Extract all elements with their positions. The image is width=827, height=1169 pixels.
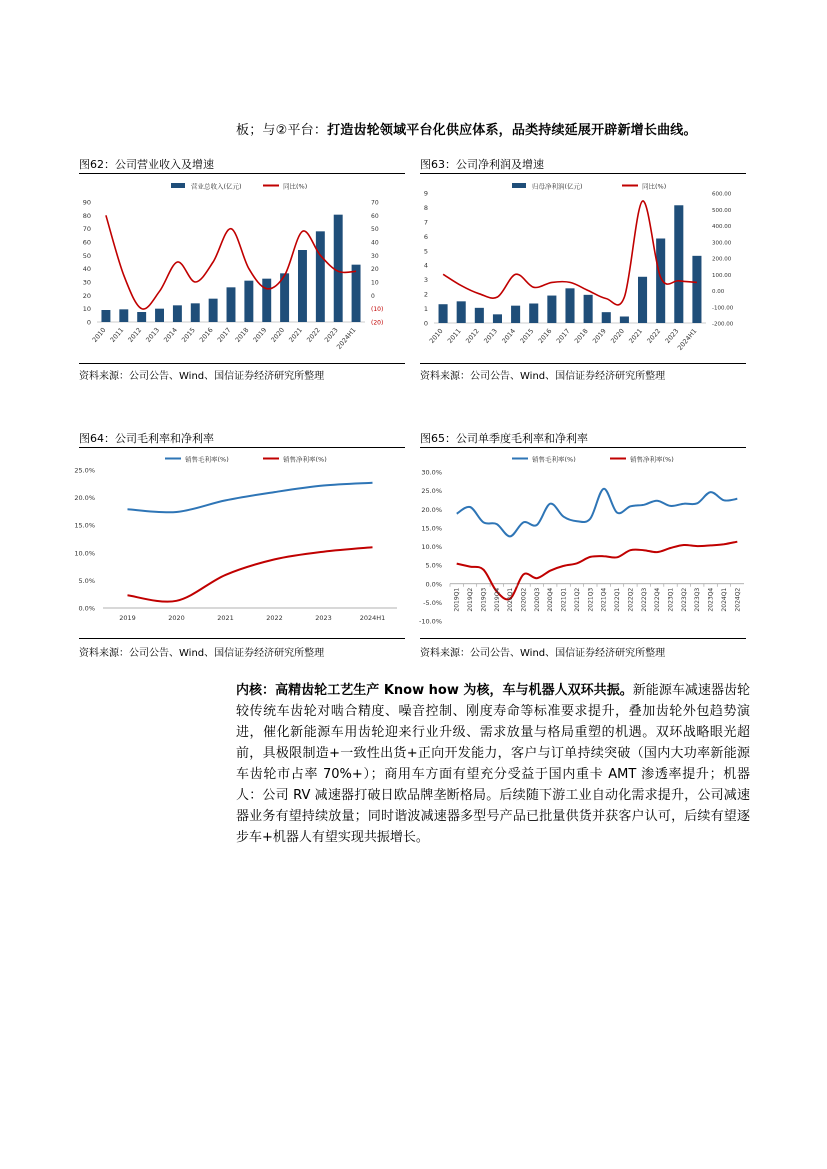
y-tick-label: 15.0% [421, 524, 442, 533]
right-tick-label: 100.00 [712, 272, 732, 279]
x-tick-label: 2023 [663, 327, 681, 345]
legend-label-2: 同比(%) [283, 182, 308, 191]
x-tick-label: 2017 [215, 326, 233, 344]
x-tick-label: 2011 [445, 327, 463, 345]
legend-swatch-1 [171, 183, 185, 188]
bar-2014 [511, 306, 520, 323]
left-tick-label: 5 [423, 247, 428, 256]
left-tick-label: 10 [82, 305, 91, 314]
x-tick-label: 2014 [162, 326, 179, 344]
bar-2013 [493, 314, 502, 323]
x-tick-label: 2013 [482, 327, 499, 345]
bar-2010 [439, 304, 448, 323]
x-tick-label: 2023 [315, 614, 332, 622]
x-tick-label: 2023Q2 [680, 587, 688, 612]
left-tick-label: 30 [82, 278, 91, 287]
bar-2019 [262, 279, 271, 322]
bar-2019 [602, 312, 611, 323]
left-tick-label: 40 [82, 265, 91, 274]
right-tick-label: 500.00 [712, 207, 732, 214]
bar-2015 [529, 304, 538, 324]
x-tick-label: 2021 [287, 326, 304, 344]
right-tick-label: 50 [371, 226, 379, 234]
y-tick-label: 25.0% [421, 487, 442, 496]
x-tick-label: 2015 [518, 327, 536, 345]
legend-label-2: 销售净利率(%) [630, 455, 674, 464]
right-tick-label: 400.00 [712, 224, 732, 230]
y-tick-label: 10.0% [74, 549, 95, 558]
net-margin-line [128, 547, 373, 601]
x-tick-label: 2022Q4 [654, 587, 662, 612]
y-tick-label: -5.0% [423, 598, 442, 607]
x-tick-label: 2022Q3 [640, 587, 648, 612]
fig62-title: 图62：公司营业收入及增速 [79, 158, 214, 171]
left-tick-label: 7 [423, 218, 428, 227]
bar-2013 [155, 309, 164, 322]
x-tick-label: 2015 [180, 326, 197, 344]
y-tick-label: 25.0% [74, 466, 95, 475]
y-tick-label: 0.0% [78, 604, 95, 613]
y-tick-label: 20.0% [74, 494, 95, 503]
x-tick-label: 2019 [119, 614, 136, 622]
bar-2017 [227, 287, 236, 322]
x-tick-label: 2020Q2 [520, 587, 528, 612]
x-tick-label: 2018 [233, 326, 251, 344]
y-tick-label: 5.0% [78, 576, 95, 585]
bar-2023 [334, 215, 343, 322]
x-tick-label: 2020 [269, 326, 287, 344]
bar-2018 [584, 295, 593, 323]
x-tick-label: 2014 [500, 327, 518, 345]
x-tick-label: 2019 [251, 326, 269, 344]
right-tick-label: 70 [371, 199, 379, 207]
right-tick-label: 30 [371, 252, 379, 260]
left-tick-label: 3 [423, 276, 428, 285]
y-tick-label: 20.0% [421, 505, 442, 514]
right-tick-label: (10) [371, 306, 384, 314]
x-tick-label: 2022 [266, 614, 283, 622]
x-tick-label: 2012 [464, 327, 481, 345]
x-tick-label: 2024Q1 [720, 587, 728, 612]
right-tick-label: (20) [371, 319, 384, 327]
right-tick-label: 300.00 [712, 240, 732, 247]
left-tick-label: 50 [82, 251, 91, 260]
left-tick-label: 8 [423, 203, 428, 212]
x-tick-label: 2017 [554, 327, 572, 345]
bar-2016 [547, 296, 556, 323]
bar-2016 [209, 299, 218, 322]
legend-label-1: 销售毛利率(%) [532, 455, 576, 464]
left-tick-label: 20 [82, 291, 91, 300]
y-tick-label: 30.0% [421, 468, 442, 477]
right-tick-label: 0.00 [712, 289, 725, 295]
paragraph-body: 新能源车减速器齿轮较传统车齿轮对啮合精度、噪音控制、刚度寿命等标准要求提升，叠加齿轮外包趋势演进，催化新能源车用齿轮迎来行业升级、需求放量与格局重塑的机遇。双环战略眼光超前，具极限制造+一致性出货+正向开发能力，客户与订单持续突破（国内大功率新能源车齿轮市占率 70%+）；商用车方面有望充分受益于国内重卡 AMT 渗透率提升；机器人：公司 RV 减速器打破日欧品牌垄断格局。后续随下游工业自动化需求提升，公司减速器业务有望持续放量；同时谐波减速器多型号产品已批量供货并获客户认可，后续有望逐步车+机器人有望实现共振增长。 [236, 683, 750, 845]
x-tick-label: 2024H1 [359, 614, 386, 622]
x-tick-label: 2012 [126, 326, 144, 344]
x-tick-label: 2023Q3 [694, 587, 702, 612]
left-tick-label: 2 [423, 290, 428, 299]
bar-2018 [244, 281, 253, 322]
analysis-paragraph [236, 680, 750, 848]
fig64-bottom-rule [79, 638, 405, 639]
x-tick-label: 2016 [197, 326, 215, 344]
fig62-source: 资料来源：公司公告、Wind、国信证券经济研究所整理 [79, 371, 325, 382]
bar-2015 [191, 303, 200, 322]
right-tick-label: -200.00 [712, 321, 734, 328]
x-tick-label: 2024Q2 [734, 587, 742, 612]
x-tick-label: 2020Q3 [533, 587, 541, 612]
y-tick-label: 10.0% [421, 543, 442, 551]
x-tick-label: 2020 [609, 327, 626, 345]
x-tick-label: 2022Q2 [627, 587, 635, 612]
y-tick-label: 15.0% [74, 521, 95, 530]
fig62-bottom-rule [79, 363, 405, 364]
x-tick-label: 2023 [322, 326, 340, 344]
right-tick-label: 40 [371, 239, 379, 247]
legend-label-1: 营业总收入(亿元) [191, 182, 242, 191]
x-tick-label: 2016 [536, 327, 554, 345]
revenue-chart [79, 176, 405, 360]
x-tick-label: 2021 [627, 327, 645, 345]
fig64-source: 资料来源：公司公告、Wind、国信证券经济研究所整理 [79, 648, 325, 659]
bar-2010 [101, 310, 110, 322]
x-tick-label: 2020 [168, 614, 185, 622]
x-tick-label: 2022 [645, 327, 663, 345]
legend-label-2: 销售净利率(%) [283, 455, 327, 464]
bar-2014 [173, 305, 182, 322]
x-tick-label: 2010 [427, 327, 445, 345]
fig65-bottom-rule [420, 638, 746, 639]
bar-2024H1 [352, 265, 361, 322]
bar-2012 [475, 308, 484, 323]
x-tick-label: 2019Q1 [453, 587, 461, 612]
left-tick-label: 9 [423, 189, 428, 198]
legend-label-1: 销售毛利率(%) [185, 455, 229, 464]
margin-quarterly-chart [420, 449, 746, 635]
bar-2017 [565, 288, 574, 323]
fig65-title: 图65：公司单季度毛利率和净利率 [420, 432, 588, 445]
left-tick-label: 70 [82, 225, 91, 234]
left-tick-label: 6 [423, 232, 428, 241]
x-tick-label: 2018 [572, 327, 590, 345]
x-tick-label: 2023Q4 [707, 587, 715, 612]
bar-2022 [656, 239, 665, 324]
header-prefix: 板；与②平台： [236, 123, 328, 138]
header-bold: 打造齿轮领域平台化供应体系，品类持续延展开辟新增长曲线。 [327, 123, 697, 138]
net-profit-chart [420, 176, 746, 360]
bar-2021 [638, 277, 647, 323]
x-tick-label: 2011 [108, 326, 126, 344]
legend-label-2: 同比(%) [642, 182, 667, 191]
left-tick-label: 0 [86, 318, 91, 327]
margin-annual-chart [74, 449, 405, 635]
right-tick-label: 20 [371, 266, 379, 274]
bar-2011 [457, 301, 466, 323]
x-tick-label: 2024H1 [675, 327, 699, 352]
x-tick-label: 2022Q1 [614, 587, 622, 612]
x-tick-label: 2021Q4 [600, 587, 608, 612]
right-tick-label: 600.00 [712, 191, 732, 198]
x-tick-label: 2010 [90, 326, 108, 344]
left-tick-label: 90 [82, 198, 91, 207]
bar-2011 [119, 309, 128, 322]
x-tick-label: 2019Q2 [467, 587, 475, 612]
legend-swatch-1 [512, 183, 526, 188]
fig65-top-rule [420, 447, 746, 448]
left-tick-label: 80 [82, 211, 91, 220]
left-tick-label: 1 [423, 305, 428, 314]
right-tick-label: 10 [371, 279, 379, 287]
fig63-source: 资料来源：公司公告、Wind、国信证券经济研究所整理 [420, 371, 666, 382]
left-tick-label: 60 [82, 238, 91, 247]
x-tick-label: 2021Q1 [560, 587, 568, 612]
x-tick-label: 2022 [305, 326, 322, 344]
right-tick-label: 200.00 [712, 256, 732, 263]
x-tick-label: 2021 [217, 614, 234, 622]
gross-margin-line [457, 489, 738, 537]
y-tick-label: -10.0% [419, 617, 442, 626]
bar-2022 [316, 231, 325, 322]
x-tick-label: 2013 [144, 326, 162, 344]
right-tick-label: 0 [371, 292, 375, 300]
left-tick-label: 4 [423, 261, 428, 270]
bar-2023 [674, 205, 683, 323]
y-tick-label: 0.0% [425, 580, 442, 589]
paragraph-lead: 内核：高精齿轮工艺生产 Know how 为核，车与机器人双环共振。 [236, 683, 633, 698]
bar-2024H1 [692, 256, 701, 323]
x-tick-label: 2024H1 [335, 326, 358, 351]
fig65-source: 资料来源：公司公告、Wind、国信证券经济研究所整理 [420, 648, 666, 659]
x-tick-label: 2021Q3 [587, 587, 595, 612]
x-tick-label: 2023Q1 [667, 587, 675, 612]
right-tick-label: 60 [371, 212, 379, 220]
bar-2012 [137, 312, 146, 322]
fig64-top-rule [79, 447, 405, 448]
x-tick-label: 2020Q1 [507, 587, 515, 612]
x-tick-label: 2019Q3 [480, 587, 488, 612]
fig62-top-rule [79, 173, 405, 174]
bar-2021 [298, 250, 307, 322]
x-tick-label: 2021Q2 [573, 587, 581, 612]
bar-2020 [620, 317, 629, 324]
fig63-title: 图63：公司净利润及增速 [420, 158, 544, 171]
x-tick-label: 2019Q4 [493, 587, 501, 612]
y-tick-label: 5.0% [425, 561, 442, 570]
x-tick-label: 2020Q4 [547, 587, 555, 612]
header-line [236, 119, 697, 138]
left-tick-label: 0 [423, 319, 428, 328]
fig63-top-rule [420, 173, 746, 174]
x-tick-label: 2019 [591, 327, 608, 345]
fig64-title: 图64：公司毛利率和净利率 [79, 432, 214, 445]
fig63-bottom-rule [420, 363, 746, 364]
legend-label-1: 归母净利润(亿元) [532, 182, 583, 191]
gross-margin-line [128, 483, 373, 513]
right-tick-label: -100.00 [712, 305, 734, 312]
